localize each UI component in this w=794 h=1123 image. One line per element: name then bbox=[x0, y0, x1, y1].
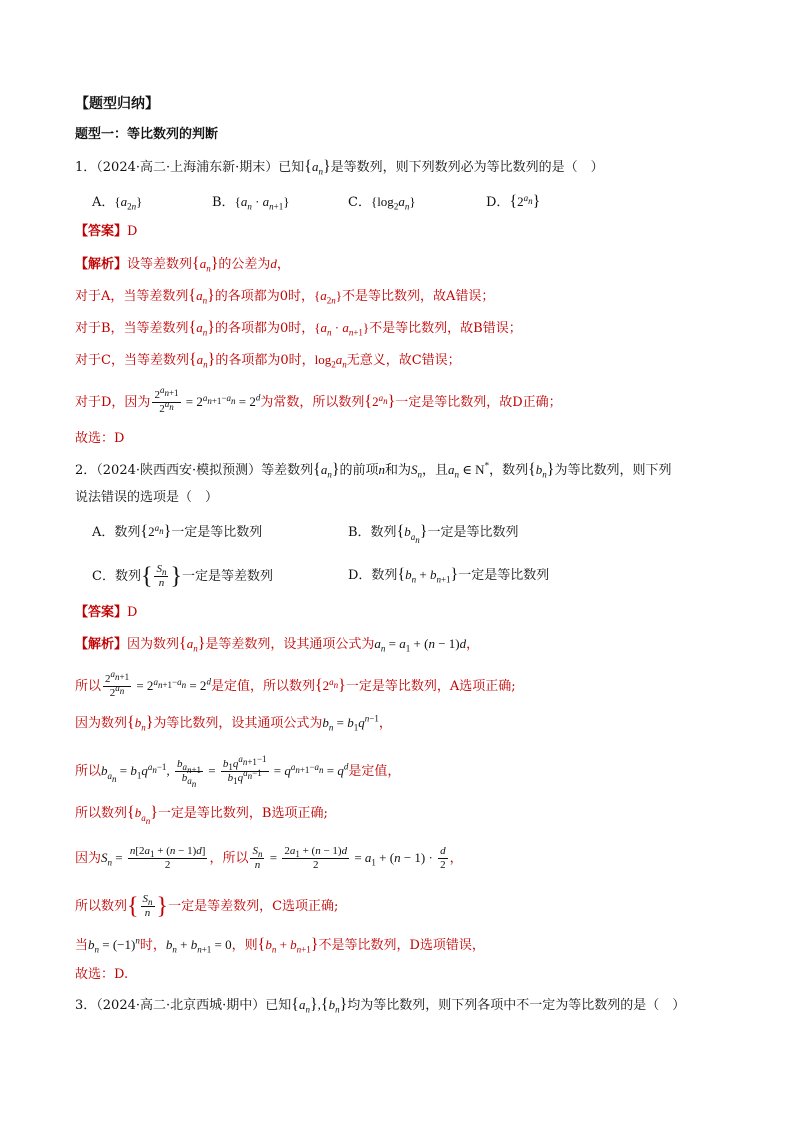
q2-option-b: B．数列$\{b_{a_n}\}$一定是等比数列 bbox=[348, 523, 519, 545]
q1-option-c: C．$\{\log_2a_n\}$ bbox=[348, 194, 416, 212]
q1-conclusion: 故选：D bbox=[75, 431, 125, 446]
q2-stem-line-2: 说法错误的选项是（ ） bbox=[75, 490, 219, 505]
q2-analysis-line-1: 【解析】因为数列$\{a_n\}$是等差数列，设其通项公式为$a_n = a_1 + (n - 1)d$， bbox=[75, 635, 480, 654]
question-type-label: 题型一：等比数列的判断 bbox=[75, 127, 219, 142]
q2-analysis-line-6: 因为$S_n$ = $\frac{n[2a_1 + (n - 1)d]}{2}$ ，所以 $\frac{S_n}{n}$ = $\frac{2a_1 + (n - 1)d}{2}$ = $a_1 + (n - 1)$ · $\frac{d}{2}$ ， bbox=[75, 845, 463, 871]
q1-analysis-line-5: 对于D，因为 $\frac{2^{a_{n+1}}}{2^{a_n}}$ = $2^{a_{n+1}-a_n} = 2^d$为常数，所以数列$\{2^{a_n}\}$一定是等比数列，故D正确； bbox=[75, 385, 562, 415]
section-title: 【题型归纳】 bbox=[75, 96, 159, 112]
q2-option-c: C．数列{ $\frac{S_n}{n}$ }一定是等差数列 bbox=[92, 563, 274, 590]
q2-analysis-line-2: 所以 $\frac{2^{a_{n+1}}}{2^{a_n}}$ = $2^{a_{n+1}-a_n} = 2^d$是定值，所以数列$\{2^{a_n}\}$一定是等比数列，A选项正确; bbox=[75, 669, 516, 699]
q2-analysis-line-7: 所以数列{ $\frac{S_n}{n}$ }一定是等差数列，C选项正确; bbox=[75, 893, 339, 920]
q1-answer: 【答案】D bbox=[75, 224, 138, 239]
q2-stem-line-1: 2．（2024·陕西西安·模拟预测）等差数列$\{a_n\}$的前项n和为$S_n$，且$a_n$ ∈ N*，数列$\{b_n\}$为等比数列，则下列 bbox=[75, 460, 672, 480]
q2-option-a: A．数列$\{2^{a_n}\}$一定是等比数列 bbox=[92, 522, 263, 540]
q2-option-d: D．数列$\{b_n + b_{n+1}\}$一定是等比数列 bbox=[348, 566, 550, 585]
q1-analysis-line-4: 对于C，当等差数列$\{a_n\}$的各项都为0时，$\log_2a_n$无意义，故C错误； bbox=[75, 351, 461, 370]
q1-option-d: D．$\{2^{a_n}\}$ bbox=[486, 192, 541, 210]
q1-analysis-line-3: 对于B，当等差数列$\{a_n\}$的各项都为0时，$\{a_n \cdot a_{n+1}\}$不是等比数列，故B错误； bbox=[75, 319, 522, 338]
q1-stem: 1．（2024·高二·上海浦东新·期末）已知$\{a_n\}$是等数列，则下列数列必为等比数列的是（ ） bbox=[75, 158, 604, 177]
q1-analysis-line-2: 对于A，当等差数列$\{a_n\}$的各项都为0时，$\{a_{2n}\}$不是等比数列，故A错误； bbox=[75, 287, 495, 306]
q1-option-a: A．$\{a_{2n}\}$ bbox=[92, 194, 143, 212]
q2-analysis-line-4: 所以$b_{a_n} = b_1q^{a_n-1}$, $\frac{b_{a_{n+1}}}{b_{a_n}}$ = $\frac{b_1q^{a_{n+1}-1}}{b_1q^{a_n-1}}$ = $q^{a_{n+1}-a_n} = q^d$是定值， bbox=[75, 754, 401, 789]
q2-analysis-line-8: 当$b_n = (-1)^n$时，$b_n + b_{n+1} = 0$，则$\{b_n + b_{n+1}\}$不是等比数列，D选项错误， bbox=[75, 935, 485, 955]
q3-stem: 3．（2024·高二·北京西城·期中）已知$\{a_n\},\{b_n\}$均为等比数列，则下列各项中不一定为等比数列的是（ ） bbox=[75, 996, 686, 1015]
q1-analysis-line-1: 【解析】设等差数列$\{a_n\}$的公差为d， bbox=[75, 255, 290, 274]
q1-option-b: B．$\{a_n \cdot a_{n+1}\}$ bbox=[212, 194, 290, 212]
q2-answer: 【答案】D bbox=[75, 605, 138, 620]
q2-analysis-line-5: 所以数列$\{b_{a_n}\}$一定是等比数列，B选项正确; bbox=[75, 804, 328, 826]
q2-conclusion: 故选：D. bbox=[75, 967, 129, 982]
q2-analysis-line-3: 因为数列$\{b_n\}$为等比数列，设其通项公式为$b_n = b_1q^{n-1}$， bbox=[75, 713, 392, 733]
